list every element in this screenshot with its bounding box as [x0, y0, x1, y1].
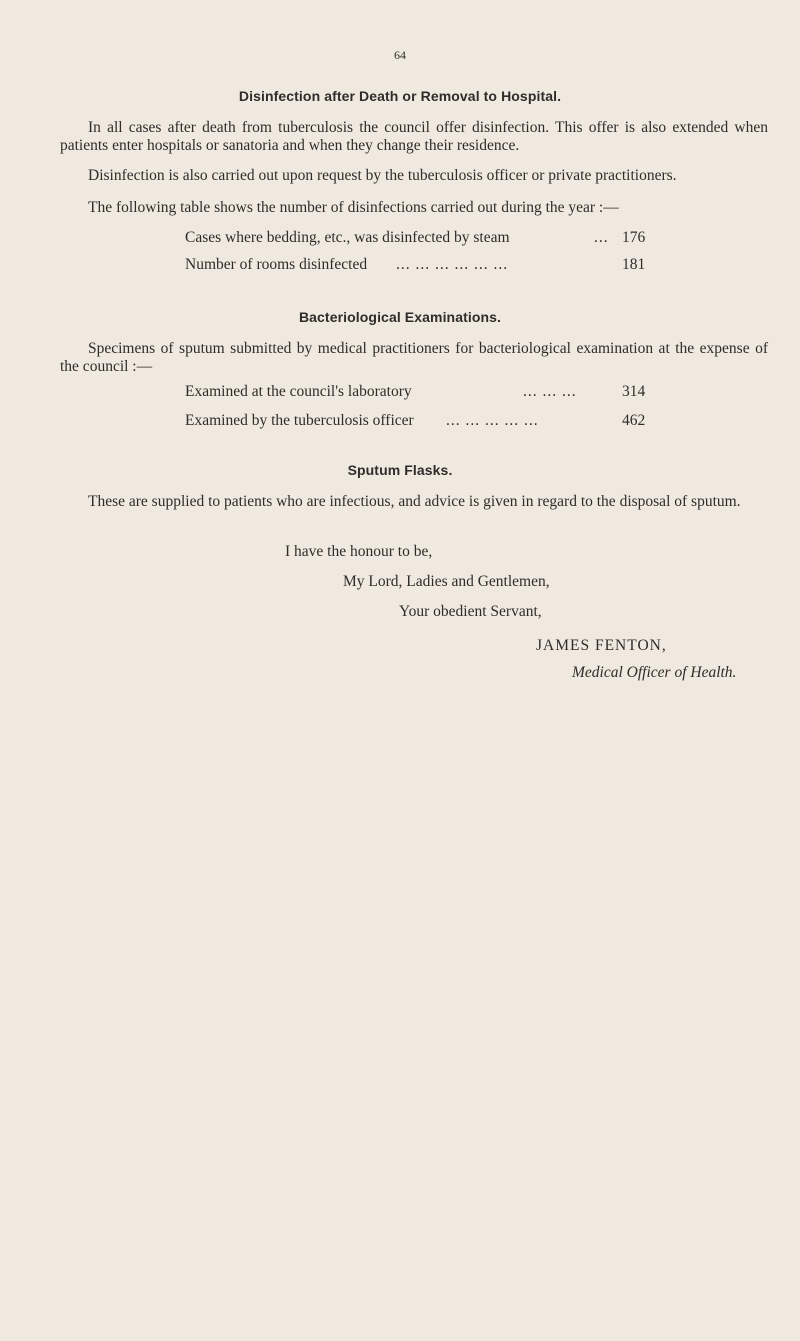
row-value: 462	[622, 412, 646, 429]
paragraph-sputum-flasks: These are supplied to patients who are infectious, and advice is given in regard to the disposal of sputum.	[88, 493, 741, 510]
row-label: Examined by the tuberculosis officer	[185, 412, 414, 429]
table-row-council-laboratory	[185, 383, 412, 401]
section-heading-sputum-flasks: Sputum Flasks.	[347, 462, 453, 478]
table-row-steam-disinfection	[185, 229, 510, 247]
signatory-name: JAMES FENTON,	[536, 637, 667, 654]
paragraph-disinfection-offer: In all cases after death from tuberculosis the council offer disinfection. This offer is also extended when patients enter hospitals or sanatoria and when they change their residence.	[60, 119, 768, 154]
row-label: Number of rooms disinfected	[185, 256, 368, 273]
closing-honour: I have the honour to be,	[285, 543, 433, 560]
row-leader-dots: ... ... ...	[523, 383, 577, 400]
row-value: 181	[622, 256, 646, 273]
paragraph-disinfection-request: Disinfection is also carried out upon request by the tuberculosis officer or private practitioners.	[88, 167, 677, 184]
table-row-tuberculosis-officer	[185, 412, 414, 430]
paragraph-table-intro: The following table shows the number of disinfections carried out during the year :—	[88, 199, 619, 216]
paragraph-sputum-specimens: Specimens of sputum submitted by medical practitioners for bacteriological examination at the expense of the council :—	[60, 340, 768, 375]
signatory-title: Medical Officer of Health.	[572, 664, 737, 681]
row-label: Examined at the council's laboratory	[185, 383, 412, 400]
page-number: 64	[394, 48, 406, 62]
table-row-rooms-disinfected	[185, 256, 367, 274]
row-leader-dots: ... ... ... ... ... ...	[396, 256, 509, 273]
row-leader-dots: ... ... ... ... ...	[446, 412, 539, 429]
section-heading-bacteriological: Bacteriological Examinations.	[298, 309, 502, 325]
row-value: 314	[622, 383, 646, 400]
row-value: 176	[622, 229, 646, 246]
closing-servant: Your obedient Servant,	[399, 603, 542, 620]
section-heading-disinfection: Disinfection after Death or Removal to Hospital.	[238, 88, 562, 104]
row-label: Cases where bedding, etc., was disinfected by steam	[185, 229, 510, 246]
closing-salutation: My Lord, Ladies and Gentlemen,	[343, 573, 550, 590]
row-leader-dots: ...	[594, 229, 609, 246]
